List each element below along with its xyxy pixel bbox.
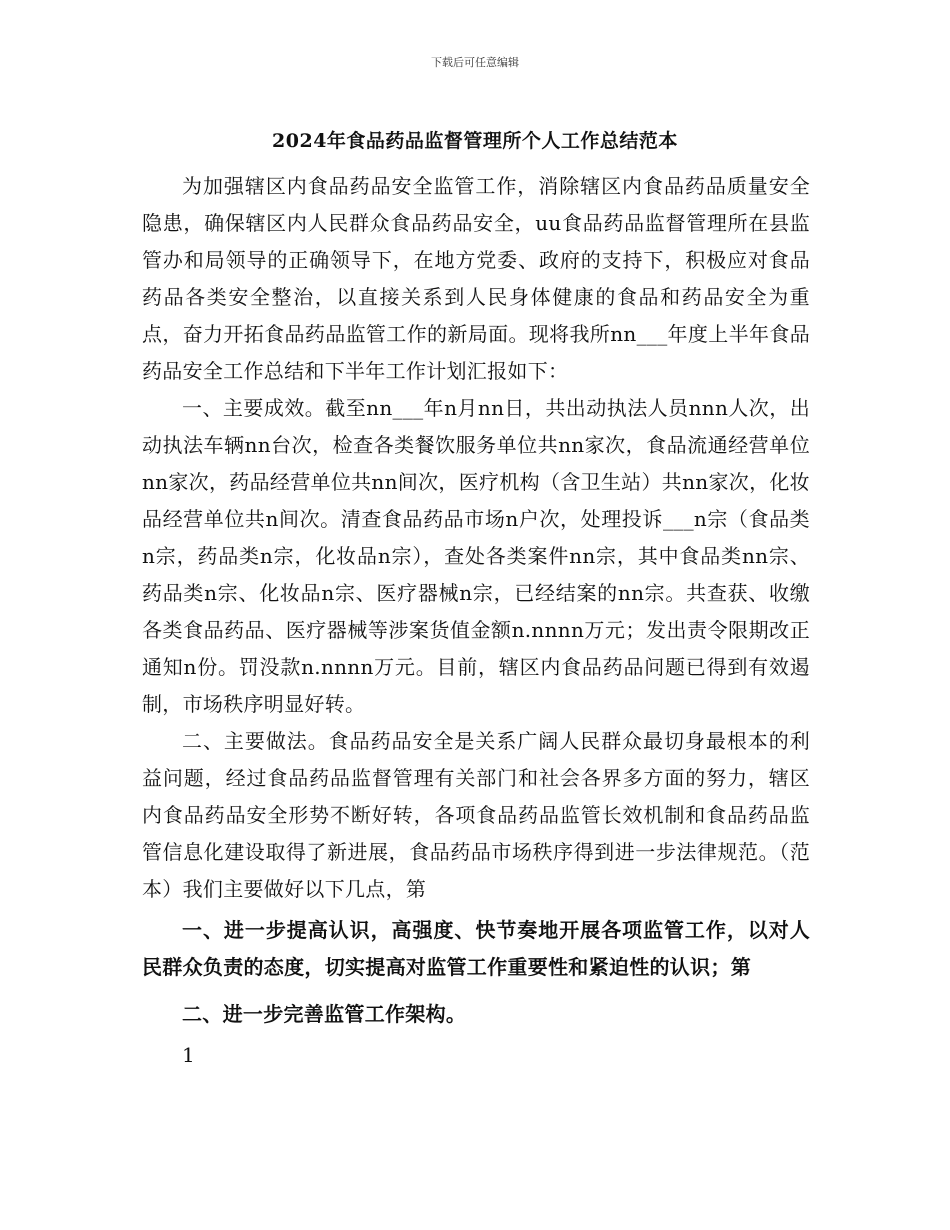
document-title: 2024年食品药品监督管理所个人工作总结范本 [272, 130, 678, 152]
paragraph-point-two: 二、进一步完善监管工作架构。 [182, 1002, 467, 1026]
paragraph-point-one: 一、进一步提高认识，高强度、快节奏地开展各项监管工作，以对人民群众负责的态度，切实提高对监管工作重要性和紧迫性的认识；第 [142, 918, 810, 979]
page-number: 1 [182, 1043, 195, 1067]
paragraph-main-results: 一、主要成效。截至nn___年n月nn日，共出动执法人员nnn人次，出动执法车辆nn台次，检查各类餐饮服务单位共nn家次，食品流通经营单位nn家次，药品经营单位共nn间次，医疗机构（含卫生站）共nn家次，化妆品经营单位共n间次。清查食品药品市场n户次，处理投诉___n宗（食品类n宗，药品类n宗，化妆品n宗），查处各类案件nn宗，其中食品类nn宗、药品类n宗、化妆品n宗、医疗器械n宗，已经结案的nn宗。共查获、收缴各类食品药品、医疗器械等涉案货值金额n.nnnn万元；发出责令限期改正通知n份。罚没款n.nnnn万元。目前，辖区内食品药品问题已得到有效遏制，市场秩序明显好转。 [142, 396, 810, 716]
header-note: 下载后可任意编辑 [431, 56, 519, 69]
paragraph-intro: 为加强辖区内食品药品安全监管工作，消除辖区内食品药品质量安全隐患，确保辖区内人民群众食品药品安全，uu食品药品监督管理所在县监管办和局领导的正确领导下，在地方党委、政府的支持下，积极应对食品药品各类安全整治，以直接关系到人民身体健康的食品和药品安全为重点，奋力开拓食品药品监管工作的新局面。现将我所nn___年度上半年食品药品安全工作总结和下半年工作计划汇报如下： [142, 174, 810, 383]
document-body [142, 168, 810, 1074]
paragraph-main-methods: 二、主要做法。食品药品安全是关系广阔人民群众最切身最根本的利益问题，经过食品药品监督管理有关部门和社会各界多方面的努力，辖区内食品药品安全形势不断好转，各项食品药品监管长效机制和食品药品监管信息化建设取得了新进展，食品药品市场秩序得到进一步法律规范。（范本）我们主要做好以下几点，第 [142, 729, 810, 901]
